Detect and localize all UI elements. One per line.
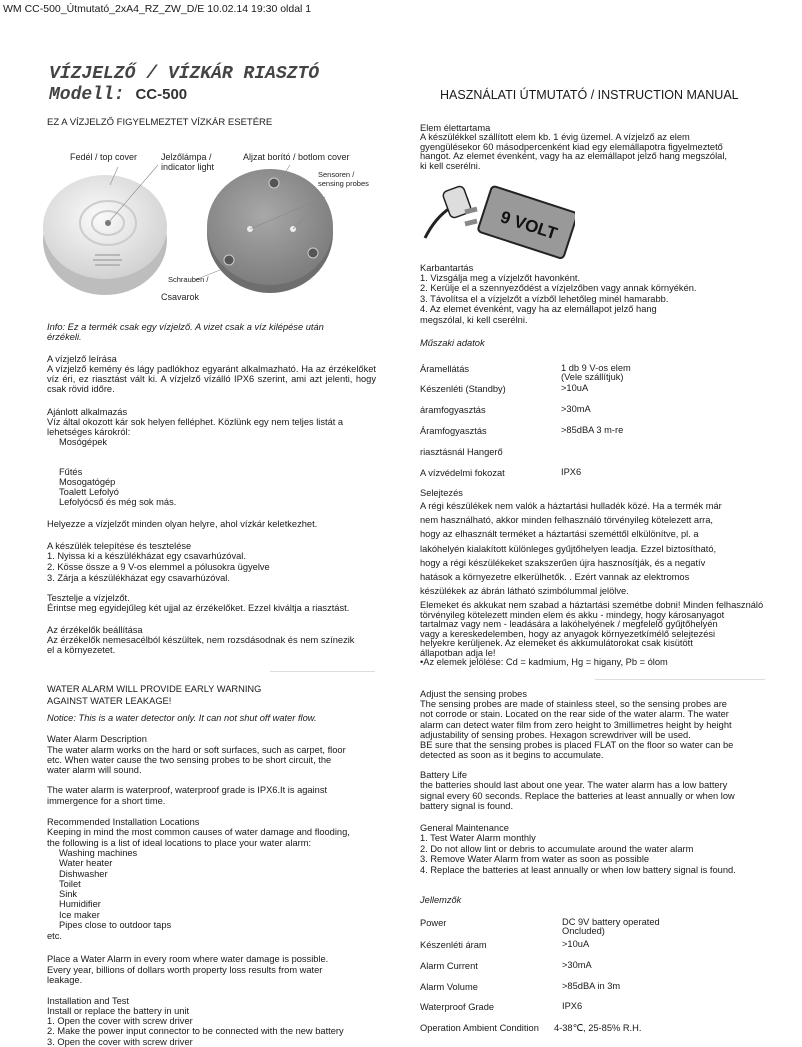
ambient-label: Operation Ambient Condition xyxy=(420,1023,539,1033)
spec-value: >10uA xyxy=(562,939,590,949)
list: 1. Vizsgálja meg a vízjelzőt havonként. 2. Kerülje el a szennyeződést a vízjelzőben vagy annak környékén. 3. Távolítsa el a vízjelzőt a vízből lehetőleg minél hamarabb. 4. Az elemet évenként, vagy ha az elemállapot jelző hang megszólal, ki kell cserélni. xyxy=(420,273,697,325)
notice-text: Notice: This is a water detector only. It can not shut off water flow. xyxy=(47,713,317,723)
spec-label: Waterproof Grade xyxy=(420,1002,495,1012)
label-indicator-light: Jelzőlámpa / indicator light xyxy=(161,152,215,172)
spec-label: Power xyxy=(420,918,447,928)
subtitle: EZ A VÍZJELZŐ FIGYELMEZTET VÍZKÁR ESETÉRE xyxy=(47,117,273,128)
spec-value: >85dBA 3 m-re xyxy=(561,425,624,435)
section-title: Karbantartás xyxy=(420,263,474,273)
paragraph: the batteries should last about one year. The water alarm has a low battery signal every 60 seconds. Replace the batteries at least annually or when low battery signal is found. xyxy=(420,780,735,811)
spec-value: >10uA xyxy=(561,383,589,393)
section-title: Műszaki adatok xyxy=(420,338,485,348)
list: Fűtés Mosogatógép Toalett Lefolyó Lefolyócső és még sok más. xyxy=(59,467,177,507)
spec-value: >30mA xyxy=(562,960,592,970)
spec-label: Készenléti (Standby) xyxy=(420,384,506,394)
battery-icon xyxy=(477,186,575,259)
paragraph: Keeping in mind the most common causes of water damage and flooding, the following is a list of ideal locations to place your water alarm: xyxy=(47,827,350,848)
bottom-cover-device xyxy=(207,169,333,293)
label-screws-hu: Csavarok xyxy=(161,292,200,302)
list: 1. Test Water Alarm monthly 2. Do not allow lint or debris to accumulate around the water alarm 3. Remove Water Alarm from water as soon as possible 4. Replace the batteries at least annually or when low battery signal is found. xyxy=(420,833,736,875)
battery-illustration xyxy=(420,178,575,260)
paragraph: Elemeket és akkukat nem szabad a háztartási szemétbe dobni! Minden felhasználó törvényileg kötelezett minden elem és akku - mindegy, hogy károsanyagot tartalmaz vagy nem - leadására a lakóhelyének / megfelelő gyűjtőhelyén vagy a kereskedelemben, hogy az anyagok környezetkímélő selejtezési helyekre kerüljenek. Az elemeket és akkumulátorokat csak kisütött állapotban adja le! •Az elemek jelölése: Cd = kadmium, Hg = higany, Pb = ólom xyxy=(420,600,764,667)
spec-label: Áramellátás xyxy=(420,364,470,374)
label-screws: Schrauben / xyxy=(168,275,209,284)
paragraph: The sensing probes are made of stainless steel, so the sensing probes are not corrode or stain. Located on the rear side of the water alarm. The water alarm can detect water film from zero height to 3millimetres height by height adjustability of sensing probes. Hexagon screwdriver will be used. BE sure that the sensing probes is placed FLAT on the floor so water can be detected as soon as it begins to accumulate. xyxy=(420,699,734,761)
paragraph: Víz által okozott kár sok helyen felléphet. Közlünk egy nem teljes listát a lehetséges károkról: xyxy=(47,417,344,437)
spec-label: A vízvédelmi fokozat xyxy=(420,468,505,478)
spec-label: Áramfogyasztás xyxy=(420,426,487,436)
section-title: General Maintenance xyxy=(420,823,509,833)
spec-label: riasztásnál Hangerő xyxy=(420,447,503,457)
label-sensing-probes: Sensoren / sensing probes xyxy=(318,170,369,188)
spec-label: áramfogyasztás xyxy=(420,405,486,415)
list: Install or replace the battery in unit 1. Open the cover with screw driver 2. Make the power input connector to be connected with the new battery 3. Open the cover with screw driver xyxy=(47,1006,344,1047)
list: 1. Nyissa ki a készülékházat egy csavarhúzóval. 2. Kösse össze a 9 V-os elemmel a pólusokra ügyelve 3. Zárja a készülékházat egy csavarhúzóval. xyxy=(47,551,270,583)
spec-value: >30mA xyxy=(561,404,591,414)
divider xyxy=(270,671,375,672)
info-text: Info: Ez a termék csak egy vízjelző. A vizet csak a víz kilépése után érzékeli. xyxy=(47,322,324,342)
top-cover-device xyxy=(43,175,167,295)
section-title: Selejtezés xyxy=(420,488,463,498)
section-title: Installation and Test xyxy=(47,996,130,1006)
model-label: Modell: xyxy=(49,85,125,105)
paragraph: etc. xyxy=(47,931,62,941)
section-title: Jellemzők xyxy=(420,895,462,905)
section-title: Water Alarm Description xyxy=(47,734,147,744)
paragraph: The water alarm works on the hard or soft surfaces, such as carpet, floor etc. When water cause the two sensing probes to be short circuit, the water alarm will sound. xyxy=(47,745,346,775)
paragraph: A vízjelző kemény és lágy padlókhoz egyaránt alkalmazható. Ha az érzékelőket víz éri, ez riasztást vált ki. A vízjelző vízálló IPX6 szerint, ami azt jelenti, hogy csak rövid időre. xyxy=(47,364,376,394)
spec-value: >85dBA in 3m xyxy=(562,981,621,991)
page-header: WM CC-500_Útmutató_2xA4_RZ_ZW_D/E 10.02.14 19:30 oldal 1 xyxy=(3,3,312,15)
paragraph: Place a Water Alarm in every room where water damage is possible. Every year, billions of dollars worth property loss results from water leakage. xyxy=(47,954,329,986)
section-title: Adjust the sensing probes xyxy=(420,689,527,699)
label-bottom-cover: Aljzat borító / botlom cover xyxy=(243,152,350,162)
paragraph: The water alarm is waterproof, waterproof grade is IPX6.It is against immergence for a short time. xyxy=(47,785,328,806)
section-title: Az érzékelők beállítása xyxy=(47,625,143,635)
section-title: Tesztelje a vízjelzőt. xyxy=(47,593,130,603)
model-number: CC-500 xyxy=(135,86,188,103)
section-title: Elem élettartama xyxy=(420,123,491,133)
spec-label: Alarm Current xyxy=(420,961,478,971)
spec-value: IPX6 xyxy=(561,467,582,477)
list-item: Mosógépek xyxy=(59,437,108,447)
manual-title: HASZNÁLATI ÚTMUTATÓ / INSTRUCTION MANUAL xyxy=(440,88,739,102)
section-title: Battery Life xyxy=(420,770,468,780)
paragraph: A régi készülékek nem valók a háztartási hulladék közé. Ha a termék már nem használható, akkor minden felhasználó törvényileg kötelezett arra, hogy az elhasznált terméket a háztartási szeméttől elkülönítve, pl. a lakóhelyén kialakított különleges gyűjtőhelyen leadja. Ezzel biztosítható, hogy a régi készülékeket szakszerűen újra hasznosítják, és a negatív hatások a környezetre elkerülhetők. . Ezért vannak az elektromos készülékek az ábrán látható szimbólummal jelölve. xyxy=(420,501,722,597)
section-title: Recommended Installation Locations xyxy=(47,817,200,827)
section-title: A készülék telepítése és tesztelése xyxy=(47,541,192,551)
label-top-cover: Fedél / top cover xyxy=(70,152,138,162)
paragraph: Helyezze a vízjelzőt minden olyan helyre, ahol vízkár keletkezhet. xyxy=(47,519,318,529)
divider xyxy=(595,679,765,680)
paragraph: A készülékkel szállított elem kb. 1 évig üzemel. A vízjelző az elem gyengülésekor 60 másodpercenként kiad egy elemállapotra figyelmeztető hangot. Az elemet évenként, vagy ha az elemállapot jelző hang megszólal, ki kell cserélni. xyxy=(420,132,727,171)
spec-value: DC 9V battery operated Oncluded) xyxy=(562,917,660,936)
list: Washing machines Water heater Dishwasher Toilet Sink Humidifier Ice maker Pipes close to outdoor taps xyxy=(59,848,172,931)
spec-label: Készenléti áram xyxy=(420,940,487,950)
section-title: A vízjelző leírása xyxy=(47,354,117,364)
paragraph: Az érzékelők nemesacélból készültek, nem rozsdásodnak és nem színezik el a környezetet. xyxy=(47,635,355,655)
section-heading: WATER ALARM WILL PROVIDE EARLY WARNING AGAINST WATER LEAKAGE! xyxy=(47,684,262,706)
spec-label: Alarm Volume xyxy=(420,982,478,992)
doc-title: VÍZJELZŐ / VÍZKÁR RIASZTÓ xyxy=(49,64,320,84)
spec-value: IPX6 xyxy=(562,1001,583,1011)
spec-value: 1 db 9 V-os elem (Vele szállítjuk) xyxy=(561,363,631,382)
model-line xyxy=(49,85,187,105)
paragraph: Érintse meg egyidejűleg két ujjal az érzékelőket. Ezzel kiváltja a riasztást. xyxy=(47,603,350,613)
ambient-value: 4-38℃, 25-85% R.H. xyxy=(554,1023,642,1033)
section-title: Ajánlott alkalmazás xyxy=(47,407,128,417)
battery-label: 9 VOLT xyxy=(498,207,560,244)
